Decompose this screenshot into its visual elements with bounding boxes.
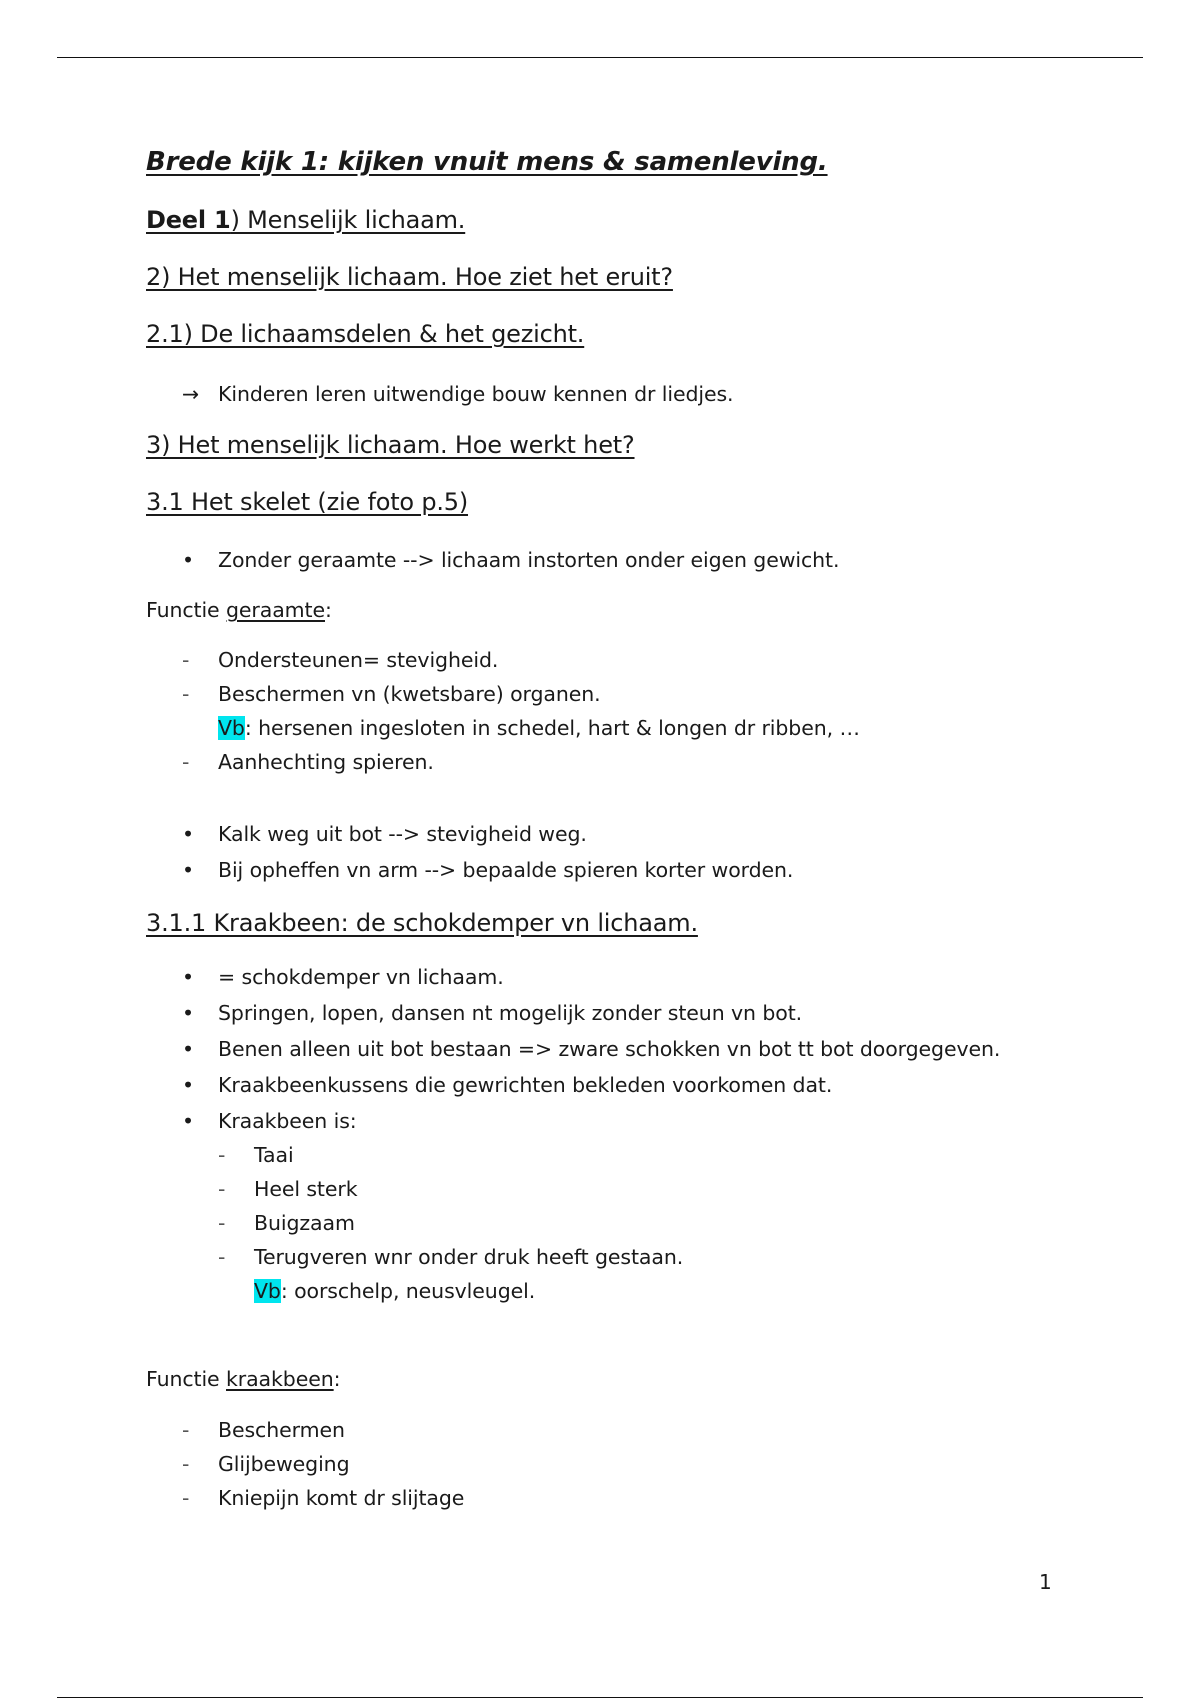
dash-icon: - [182, 682, 190, 706]
label-keyword: geraamte [226, 598, 325, 622]
dash-item-text: Beschermen vn (kwetsbare) organen. [218, 682, 601, 706]
bullet-icon: • [182, 1073, 194, 1097]
sub-dash-item [218, 1245, 684, 1269]
bullet-text: Zonder geraamte --> lichaam instorten onder eigen gewicht. [218, 548, 840, 572]
dash-icon: - [218, 1177, 226, 1201]
dash-item-text: Beschermen [218, 1418, 345, 1442]
bullet-text: Benen alleen uit bot bestaan => zware schokken vn bot tt bot doorgegeven. [218, 1037, 1001, 1061]
bullet-text: Kraakbeen is: [218, 1109, 357, 1133]
bullet-item [182, 1001, 803, 1025]
bullet-icon: • [182, 858, 194, 882]
sub-dash-text: Taai [254, 1143, 294, 1167]
bullet-icon: • [182, 1037, 194, 1061]
section-heading-2-1: 2.1) De lichaamsdelen & het gezicht. [146, 320, 585, 348]
section-heading-2: 2) Het menselijk lichaam. Hoe ziet het eruit? [146, 263, 673, 291]
dash-item [182, 750, 434, 774]
document-title: Brede kijk 1: kijken vnuit mens & samenleving. [146, 147, 828, 177]
sub-dash-item [218, 1177, 358, 1201]
part-label: Deel 1 [146, 206, 231, 234]
dash-icon: - [218, 1211, 226, 1235]
dash-item-text: Glijbeweging [218, 1452, 350, 1476]
bullet-item [182, 1109, 357, 1133]
bullet-text: Kalk weg uit bot --> stevigheid weg. [218, 822, 587, 846]
bullet-icon: • [182, 548, 194, 572]
bullet-item [182, 548, 840, 572]
sub-dash-item [218, 1143, 294, 1167]
dash-icon: - [182, 1418, 190, 1442]
section-heading-3-1: 3.1 Het skelet (zie foto p.5) [146, 488, 469, 516]
dash-icon: - [218, 1143, 226, 1167]
arrow-item-text: Kinderen leren uitwendige bouw kennen dr liedjes. [218, 382, 734, 406]
footer-rule [57, 1697, 1143, 1698]
bullet-text: = schokdemper vn lichaam. [218, 965, 504, 989]
dash-item-text: Kniepijn komt dr slijtage [218, 1486, 465, 1510]
dash-item [182, 1452, 350, 1476]
page-number: 1 [1039, 1570, 1052, 1594]
sub-dash-text: Buigzaam [254, 1211, 355, 1235]
bullet-item [182, 1037, 1001, 1061]
bullet-icon: • [182, 1109, 194, 1133]
example-highlight: Vb [218, 716, 245, 740]
bullet-text: Springen, lopen, dansen nt mogelijk zonder steun vn bot. [218, 1001, 803, 1025]
functie-kraakbeen-label [146, 1367, 340, 1391]
sub-dash-text: Terugveren wnr onder druk heeft gestaan. [254, 1245, 684, 1269]
bullet-icon: • [182, 1001, 194, 1025]
dash-icon: - [218, 1245, 226, 1269]
label-prefix: Functie [146, 1367, 226, 1391]
bullet-item [182, 822, 587, 846]
arrow-item [182, 382, 734, 406]
dash-item [182, 648, 499, 672]
sub-dash-item [218, 1211, 355, 1235]
dash-item-text: Aanhechting spieren. [218, 750, 434, 774]
example-highlight: Vb [254, 1279, 281, 1303]
label-keyword: kraakbeen [226, 1367, 334, 1391]
bullet-text: Kraakbeenkussens die gewrichten bekleden voorkomen dat. [218, 1073, 833, 1097]
dash-item-text: Ondersteunen= stevigheid. [218, 648, 499, 672]
functie-geraamte-label [146, 598, 332, 622]
label-suffix: : [333, 1367, 341, 1391]
part-title: ) Menselijk lichaam. [230, 206, 466, 234]
example-text: : oorschelp, neusvleugel. [280, 1279, 536, 1303]
section-heading-3: 3) Het menselijk lichaam. Hoe werkt het? [146, 431, 635, 459]
bullet-item [182, 858, 794, 882]
label-prefix: Functie [146, 598, 226, 622]
example-line [218, 716, 860, 740]
sub-dash-text: Heel sterk [254, 1177, 358, 1201]
bullet-icon: • [182, 822, 194, 846]
dash-item [182, 1486, 465, 1510]
dash-item [182, 682, 601, 706]
label-suffix: : [325, 598, 332, 622]
example-text: : hersenen ingesloten in schedel, hart & longen dr ribben, … [244, 716, 860, 740]
bullet-text: Bij opheffen vn arm --> bepaalde spieren korter worden. [218, 858, 794, 882]
dash-icon: - [182, 648, 190, 672]
dash-item [182, 1418, 345, 1442]
bullet-item [182, 1073, 833, 1097]
part-heading [146, 206, 465, 234]
dash-icon: - [182, 1452, 190, 1476]
dash-icon: - [182, 1486, 190, 1510]
bullet-icon: • [182, 965, 194, 989]
header-rule [57, 57, 1143, 58]
bullet-item [182, 965, 504, 989]
section-heading-3-1-1: 3.1.1 Kraakbeen: de schokdemper vn lichaam. [146, 909, 698, 937]
arrow-right-icon: → [182, 382, 200, 406]
example-line [254, 1279, 535, 1303]
dash-icon: - [182, 750, 190, 774]
